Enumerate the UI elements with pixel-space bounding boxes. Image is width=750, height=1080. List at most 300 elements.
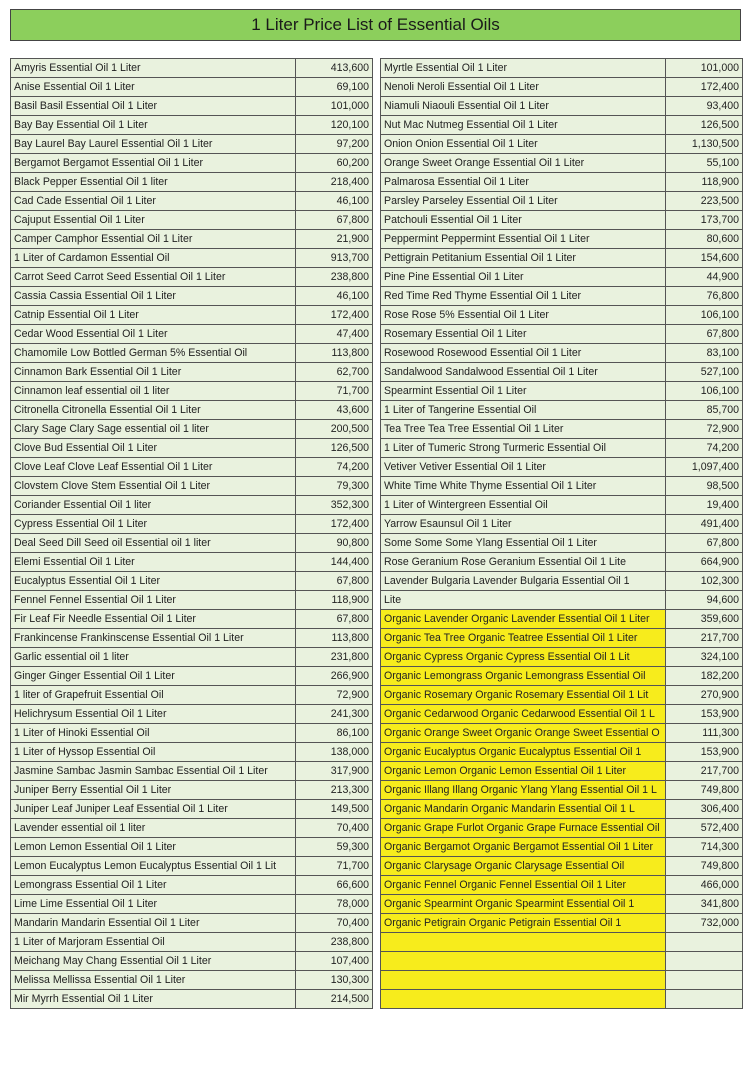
price-cell: 138,000	[296, 743, 373, 762]
price-cell: 306,400	[666, 800, 743, 819]
oil-name-cell: Organic Cedarwood Organic Cedarwood Essential Oil 1 L	[381, 705, 666, 724]
oil-name-cell: Organic Mandarin Organic Mandarin Essential Oil 1 L	[381, 800, 666, 819]
oil-name-cell: Fir Leaf Fir Needle Essential Oil 1 Liter	[11, 610, 296, 629]
table-row	[11, 116, 373, 135]
price-cell: 341,800	[666, 895, 743, 914]
oil-name-cell: Lavender essential oil 1 liter	[11, 819, 296, 838]
oil-name-cell: Chamomile Low Bottled German 5% Essential Oil	[11, 344, 296, 363]
price-cell: 83,100	[666, 344, 743, 363]
price-cell: 218,400	[296, 173, 373, 192]
table-row	[11, 895, 373, 914]
oil-name-cell: 1 Liter of Tangerine Essential Oil	[381, 401, 666, 420]
table-row	[381, 496, 743, 515]
oil-name-cell: Rosewood Rosewood Essential Oil 1 Liter	[381, 344, 666, 363]
table-row	[381, 857, 743, 876]
oil-name-cell: Melissa Mellissa Essential Oil 1 Liter	[11, 971, 296, 990]
price-cell: 266,900	[296, 667, 373, 686]
oil-name-cell: Organic Cypress Organic Cypress Essential Oil 1 Lit	[381, 648, 666, 667]
table-row	[11, 230, 373, 249]
table-row	[381, 135, 743, 154]
table-row	[11, 781, 373, 800]
price-cell: 1,130,500	[666, 135, 743, 154]
table-row	[381, 382, 743, 401]
price-cell: 200,500	[296, 420, 373, 439]
oil-name-cell: Anise Essential Oil 1 Liter	[11, 78, 296, 97]
table-row	[381, 914, 743, 933]
oil-name-cell: Cypress Essential Oil 1 Liter	[11, 515, 296, 534]
oil-name-cell: 1 Liter of Tumeric Strong Turmeric Essential Oil	[381, 439, 666, 458]
table-row	[381, 515, 743, 534]
oil-name-cell: Basil Basil Essential Oil 1 Liter	[11, 97, 296, 116]
oil-name-cell: Frankincense Frankinscense Essential Oil 1 Liter	[11, 629, 296, 648]
table-row	[11, 135, 373, 154]
table-row	[381, 933, 743, 952]
table-row	[11, 933, 373, 952]
oil-name-cell: Cedar Wood Essential Oil 1 Liter	[11, 325, 296, 344]
oil-name-cell: Meichang May Chang Essential Oil 1 Liter	[11, 952, 296, 971]
table-row	[381, 97, 743, 116]
table-row	[381, 781, 743, 800]
table-row	[11, 287, 373, 306]
oil-name-cell: Rose Geranium Rose Geranium Essential Oil 1 Lite	[381, 553, 666, 572]
table-row	[11, 439, 373, 458]
oil-name-cell: Tea Tree Tea Tree Essential Oil 1 Liter	[381, 420, 666, 439]
price-cell: 118,900	[296, 591, 373, 610]
table-row	[11, 819, 373, 838]
table-row	[381, 306, 743, 325]
oil-name-cell: Bay Bay Essential Oil 1 Liter	[11, 116, 296, 135]
oil-name-cell: Ginger Ginger Essential Oil 1 Liter	[11, 667, 296, 686]
oil-name-cell: Organic Fennel Organic Fennel Essential Oil 1 Liter	[381, 876, 666, 895]
table-row	[381, 249, 743, 268]
price-cell: 79,300	[296, 477, 373, 496]
price-cell: 126,500	[666, 116, 743, 135]
price-cell: 70,400	[296, 819, 373, 838]
oil-name-cell: Cajuput Essential Oil 1 Liter	[11, 211, 296, 230]
table-row	[381, 344, 743, 363]
oil-name-cell: Camper Camphor Essential Oil 1 Liter	[11, 230, 296, 249]
table-row	[381, 800, 743, 819]
oil-name-cell: Citronella Citronella Essential Oil 1 Liter	[11, 401, 296, 420]
table-row	[381, 743, 743, 762]
price-cell: 270,900	[666, 686, 743, 705]
price-cell: 172,400	[666, 78, 743, 97]
oil-name-cell: Rose Rose 5% Essential Oil 1 Liter	[381, 306, 666, 325]
oil-name-cell: Nenoli Neroli Essential Oil 1 Liter	[381, 78, 666, 97]
price-table-right	[380, 58, 743, 1009]
price-cell: 107,400	[296, 952, 373, 971]
price-cell: 74,200	[296, 458, 373, 477]
price-cell: 172,400	[296, 306, 373, 325]
price-cell: 130,300	[296, 971, 373, 990]
oil-name-cell: Coriander Essential Oil 1 liter	[11, 496, 296, 515]
oil-name-cell: Lemon Lemon Essential Oil 1 Liter	[11, 838, 296, 857]
oil-name-cell: Rosemary Essential Oil 1 Liter	[381, 325, 666, 344]
price-cell: 72,900	[666, 420, 743, 439]
price-cell: 153,900	[666, 743, 743, 762]
table-row	[381, 648, 743, 667]
oil-name-cell: Cad Cade Essential Oil 1 Liter	[11, 192, 296, 211]
table-row	[381, 211, 743, 230]
price-cell: 111,300	[666, 724, 743, 743]
price-cell: 21,900	[296, 230, 373, 249]
price-cell: 1,097,400	[666, 458, 743, 477]
oil-name-cell: Amyris Essential Oil 1 Liter	[11, 59, 296, 78]
oil-name-cell: Lavender Bulgaria Lavender Bulgaria Essential Oil 1	[381, 572, 666, 591]
table-row	[381, 192, 743, 211]
price-cell: 214,500	[296, 990, 373, 1009]
oil-name-cell: Lite	[381, 591, 666, 610]
oil-name-cell: Vetiver Vetiver Essential Oil 1 Liter	[381, 458, 666, 477]
price-cell	[666, 951, 743, 970]
price-cell: 120,100	[296, 116, 373, 135]
price-cell: 67,800	[296, 211, 373, 230]
price-cell: 217,700	[666, 629, 743, 648]
oil-name-cell: Eucalyptus Essential Oil 1 Liter	[11, 572, 296, 591]
oil-name-cell: Myrtle Essential Oil 1 Liter	[381, 59, 666, 78]
price-cell: 94,600	[666, 591, 743, 610]
oil-name-cell: Bay Laurel Bay Laurel Essential Oil 1 Liter	[11, 135, 296, 154]
oil-name-cell: Lime Lime Essential Oil 1 Liter	[11, 895, 296, 914]
table-row	[381, 458, 743, 477]
price-cell: 126,500	[296, 439, 373, 458]
price-cell: 149,500	[296, 800, 373, 819]
oil-name-cell: Bergamot Bergamot Essential Oil 1 Liter	[11, 154, 296, 173]
price-cell: 67,800	[296, 572, 373, 591]
oil-name-cell: Fennel Fennel Essential Oil 1 Liter	[11, 591, 296, 610]
price-cell: 71,700	[296, 382, 373, 401]
table-row	[11, 420, 373, 439]
oil-name-cell: Helichrysum Essential Oil 1 Liter	[11, 705, 296, 724]
price-cell: 70,400	[296, 914, 373, 933]
table-row	[11, 211, 373, 230]
table-row	[11, 173, 373, 192]
table-row	[381, 401, 743, 420]
price-cell: 527,100	[666, 363, 743, 382]
price-cell: 67,800	[666, 325, 743, 344]
table-row	[381, 705, 743, 724]
oil-name-cell: 1 Liter of Cardamon Essential Oil	[11, 249, 296, 268]
oil-name-cell: Garlic essential oil 1 liter	[11, 648, 296, 667]
oil-name-cell: Mandarin Mandarin Essential Oil 1 Liter	[11, 914, 296, 933]
price-cell: 714,300	[666, 838, 743, 857]
price-cell: 55,100	[666, 154, 743, 173]
table-row	[11, 591, 373, 610]
price-cell: 76,800	[666, 287, 743, 306]
table-row	[381, 724, 743, 743]
oil-name-cell: Organic Spearmint Organic Spearmint Essential Oil 1	[381, 895, 666, 914]
price-cell: 749,800	[666, 857, 743, 876]
price-table-left-body	[11, 59, 373, 1009]
table-row	[11, 192, 373, 211]
table-row	[381, 819, 743, 838]
table-row	[381, 173, 743, 192]
table-row	[381, 629, 743, 648]
oil-name-cell: Lemon Eucalyptus Lemon Eucalyptus Essential Oil 1 Lit	[11, 857, 296, 876]
price-cell: 144,400	[296, 553, 373, 572]
price-cell: 44,900	[666, 268, 743, 287]
oil-name-cell: Organic Lemon Organic Lemon Essential Oil 1 Liter	[381, 762, 666, 781]
oil-name-cell: Black Pepper Essential Oil 1 liter	[11, 173, 296, 192]
price-cell: 93,400	[666, 97, 743, 116]
table-row	[11, 667, 373, 686]
price-cell	[666, 970, 743, 989]
table-row	[381, 325, 743, 344]
oil-name-cell: 1 Liter of Hinoki Essential Oil	[11, 724, 296, 743]
price-cell: 238,800	[296, 933, 373, 952]
table-row	[381, 230, 743, 249]
table-row	[381, 534, 743, 553]
price-cell: 231,800	[296, 648, 373, 667]
price-cell: 74,200	[666, 439, 743, 458]
price-cell: 71,700	[296, 857, 373, 876]
price-cell: 113,800	[296, 344, 373, 363]
oil-name-cell: Organic Tea Tree Organic Teatree Essential Oil 1 Liter	[381, 629, 666, 648]
price-cell: 352,300	[296, 496, 373, 515]
oil-name-cell	[381, 989, 666, 1008]
table-row	[11, 344, 373, 363]
price-cell: 238,800	[296, 268, 373, 287]
table-row	[11, 363, 373, 382]
price-cell: 466,000	[666, 876, 743, 895]
table-row	[381, 686, 743, 705]
oil-name-cell: 1 liter of Grapefruit Essential Oil	[11, 686, 296, 705]
table-row	[11, 458, 373, 477]
table-row	[11, 534, 373, 553]
table-row	[11, 515, 373, 534]
price-cell: 97,200	[296, 135, 373, 154]
oil-name-cell: Juniper Leaf Juniper Leaf Essential Oil 1 Liter	[11, 800, 296, 819]
oil-name-cell: Organic Eucalyptus Organic Eucalyptus Essential Oil 1	[381, 743, 666, 762]
table-row	[11, 629, 373, 648]
table-row	[381, 989, 743, 1008]
table-row	[11, 382, 373, 401]
price-cell: 413,600	[296, 59, 373, 78]
oil-name-cell: Pine Pine Essential Oil 1 Liter	[381, 268, 666, 287]
oil-name-cell: Niamuli Niaouli Essential Oil 1 Liter	[381, 97, 666, 116]
price-cell: 324,100	[666, 648, 743, 667]
price-cell: 213,300	[296, 781, 373, 800]
oil-name-cell: Parsley Parseley Essential Oil 1 Liter	[381, 192, 666, 211]
oil-name-cell: Yarrow Esaunsul Oil 1 Liter	[381, 515, 666, 534]
price-cell: 85,700	[666, 401, 743, 420]
oil-name-cell: Spearmint Essential Oil 1 Liter	[381, 382, 666, 401]
table-row	[381, 667, 743, 686]
price-cell: 317,900	[296, 762, 373, 781]
oil-name-cell: Clary Sage Clary Sage essential oil 1 liter	[11, 420, 296, 439]
table-row	[11, 59, 373, 78]
oil-name-cell: Organic Lavender Organic Lavender Essential Oil 1 Liter	[381, 610, 666, 629]
price-cell: 47,400	[296, 325, 373, 344]
table-row	[11, 496, 373, 515]
price-cell: 98,500	[666, 477, 743, 496]
oil-name-cell: Clove Bud Essential Oil 1 Liter	[11, 439, 296, 458]
price-cell: 172,400	[296, 515, 373, 534]
table-row	[381, 477, 743, 496]
table-row	[11, 857, 373, 876]
table-row	[381, 59, 743, 78]
page-title: 1 Liter Price List of Essential Oils	[10, 9, 741, 41]
table-row	[381, 838, 743, 857]
oil-name-cell: Elemi Essential Oil 1 Liter	[11, 553, 296, 572]
price-cell: 19,400	[666, 496, 743, 515]
oil-name-cell: Organic Illang Illang Organic Ylang Ylang Essential Oil 1 L	[381, 781, 666, 800]
price-cell: 59,300	[296, 838, 373, 857]
table-row	[11, 838, 373, 857]
table-row	[11, 477, 373, 496]
price-cell: 572,400	[666, 819, 743, 838]
table-row	[11, 971, 373, 990]
table-row	[381, 287, 743, 306]
oil-name-cell: Cassia Cassia Essential Oil 1 Liter	[11, 287, 296, 306]
table-row	[381, 762, 743, 781]
price-cell: 113,800	[296, 629, 373, 648]
price-cell: 101,000	[296, 97, 373, 116]
price-table-right-body	[381, 59, 743, 1009]
table-row	[11, 952, 373, 971]
price-cell: 60,200	[296, 154, 373, 173]
price-cell: 78,000	[296, 895, 373, 914]
oil-name-cell: Onion Onion Essential Oil 1 Liter	[381, 135, 666, 154]
oil-name-cell: Carrot Seed Carrot Seed Essential Oil 1 Liter	[11, 268, 296, 287]
table-row	[381, 970, 743, 989]
oil-name-cell: Organic Lemongrass Organic Lemongrass Essential Oil	[381, 667, 666, 686]
price-cell: 69,100	[296, 78, 373, 97]
table-row	[11, 401, 373, 420]
price-cell: 102,300	[666, 572, 743, 591]
table-row	[11, 686, 373, 705]
oil-name-cell: Cinnamon Bark Essential Oil 1 Liter	[11, 363, 296, 382]
table-row	[11, 914, 373, 933]
table-row	[11, 610, 373, 629]
table-row	[381, 116, 743, 135]
oil-name-cell: Clovstem Clove Stem Essential Oil 1 Liter	[11, 477, 296, 496]
table-row	[11, 800, 373, 819]
table-row	[381, 78, 743, 97]
price-cell: 67,800	[666, 534, 743, 553]
oil-name-cell: 1 Liter of Marjoram Essential Oil	[11, 933, 296, 952]
oil-name-cell: Orange Sweet Orange Essential Oil 1 Liter	[381, 154, 666, 173]
price-cell: 153,900	[666, 705, 743, 724]
oil-name-cell: Sandalwood Sandalwood Essential Oil 1 Liter	[381, 363, 666, 382]
oil-name-cell: Clove Leaf Clove Leaf Essential Oil 1 Liter	[11, 458, 296, 477]
oil-name-cell: Organic Petigrain Organic Petigrain Essential Oil 1	[381, 914, 666, 933]
table-row	[11, 78, 373, 97]
price-cell: 732,000	[666, 914, 743, 933]
table-row	[11, 553, 373, 572]
price-cell: 154,600	[666, 249, 743, 268]
price-cell: 43,600	[296, 401, 373, 420]
oil-name-cell: White Time White Thyme Essential Oil 1 Liter	[381, 477, 666, 496]
table-row	[11, 705, 373, 724]
price-cell: 80,600	[666, 230, 743, 249]
table-row	[381, 591, 743, 610]
price-cell: 101,000	[666, 59, 743, 78]
oil-name-cell: Organic Rosemary Organic Rosemary Essential Oil 1 Lit	[381, 686, 666, 705]
price-cell: 223,500	[666, 192, 743, 211]
price-cell: 182,200	[666, 667, 743, 686]
table-row	[381, 420, 743, 439]
price-cell: 86,100	[296, 724, 373, 743]
table-row	[11, 249, 373, 268]
oil-name-cell: Cinnamon leaf essential oil 1 liter	[11, 382, 296, 401]
price-cell	[666, 989, 743, 1008]
price-cell: 664,900	[666, 553, 743, 572]
price-cell: 118,900	[666, 173, 743, 192]
oil-name-cell	[381, 933, 666, 952]
table-row	[381, 439, 743, 458]
table-row	[11, 572, 373, 591]
table-row	[11, 762, 373, 781]
oil-name-cell: Peppermint Peppermint Essential Oil 1 Liter	[381, 230, 666, 249]
table-row	[381, 553, 743, 572]
oil-name-cell: Pettigrain Petitanium Essential Oil 1 Liter	[381, 249, 666, 268]
oil-name-cell: Organic Grape Furlot Organic Grape Furnace Essential Oil	[381, 819, 666, 838]
oil-name-cell: 1 Liter of Wintergreen Essential Oil	[381, 496, 666, 515]
table-row	[11, 990, 373, 1009]
price-cell: 491,400	[666, 515, 743, 534]
price-cell: 46,100	[296, 287, 373, 306]
table-row	[381, 268, 743, 287]
price-cell: 106,100	[666, 306, 743, 325]
oil-name-cell: Palmarosa Essential Oil 1 Liter	[381, 173, 666, 192]
oil-name-cell: Deal Seed Dill Seed oil Essential oil 1 liter	[11, 534, 296, 553]
price-cell: 46,100	[296, 192, 373, 211]
price-cell	[666, 933, 743, 952]
table-row	[11, 648, 373, 667]
price-cell: 66,600	[296, 876, 373, 895]
oil-name-cell: Mir Myrrh Essential Oil 1 Liter	[11, 990, 296, 1009]
table-row	[381, 572, 743, 591]
oil-name-cell: Lemongrass Essential Oil 1 Liter	[11, 876, 296, 895]
price-cell: 106,100	[666, 382, 743, 401]
table-row	[11, 325, 373, 344]
oil-name-cell: 1 Liter of Hyssop Essential Oil	[11, 743, 296, 762]
price-cell: 90,800	[296, 534, 373, 553]
oil-name-cell	[381, 970, 666, 989]
price-cell: 217,700	[666, 762, 743, 781]
table-row	[381, 610, 743, 629]
price-table-left	[10, 58, 373, 1009]
price-cell: 62,700	[296, 363, 373, 382]
oil-name-cell: Patchouli Essential Oil 1 Liter	[381, 211, 666, 230]
oil-name-cell: Organic Orange Sweet Organic Orange Sweet Essential O	[381, 724, 666, 743]
oil-name-cell: Catnip Essential Oil 1 Liter	[11, 306, 296, 325]
table-row	[11, 724, 373, 743]
table-row	[11, 743, 373, 762]
table-row	[381, 895, 743, 914]
oil-name-cell: Organic Clarysage Organic Clarysage Essential Oil	[381, 857, 666, 876]
oil-name-cell: Juniper Berry Essential Oil 1 Liter	[11, 781, 296, 800]
price-cell: 72,900	[296, 686, 373, 705]
table-row	[11, 154, 373, 173]
oil-name-cell: Red Time Red Thyme Essential Oil 1 Liter	[381, 287, 666, 306]
table-row	[381, 363, 743, 382]
table-row	[11, 268, 373, 287]
price-cell: 359,600	[666, 610, 743, 629]
oil-name-cell: Some Some Some Ylang Essential Oil 1 Liter	[381, 534, 666, 553]
oil-name-cell: Organic Bergamot Organic Bergamot Essential Oil 1 Liter	[381, 838, 666, 857]
price-cell: 67,800	[296, 610, 373, 629]
price-cell: 241,300	[296, 705, 373, 724]
table-row	[11, 876, 373, 895]
price-cell: 173,700	[666, 211, 743, 230]
oil-name-cell: Nut Mac Nutmeg Essential Oil 1 Liter	[381, 116, 666, 135]
oil-name-cell: Jasmine Sambac Jasmin Sambac Essential Oil 1 Liter	[11, 762, 296, 781]
table-row	[381, 876, 743, 895]
table-row	[381, 951, 743, 970]
oil-name-cell	[381, 951, 666, 970]
